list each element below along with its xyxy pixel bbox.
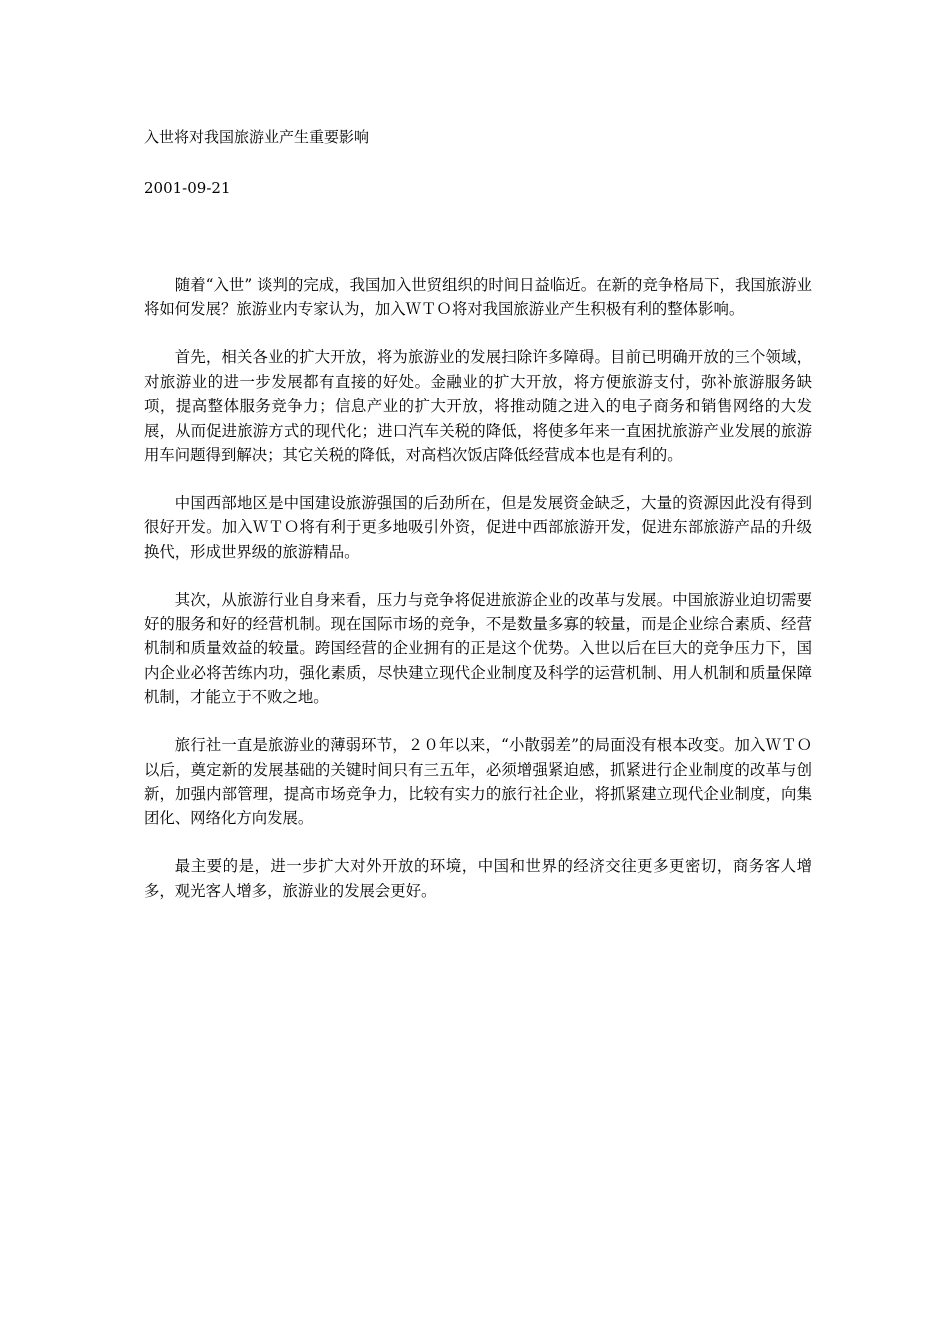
paragraph: 中国西部地区是中国建设旅游强国的后劲所在，但是发展资金缺乏，大量的资源因此没有得到很好开发。加入ＷＴＯ将有利于更多地吸引外资，促进中西部旅游开发，促进东部旅游产品的升级换代，形成世界级的旅游精品。: [144, 493, 812, 561]
paragraph: 随着“入世” 谈判的完成，我国加入世贸组织的时间日益临近。在新的竞争格局下，我国旅游业将如何发展？旅游业内专家认为，加入ＷＴＯ将对我国旅游业产生积极有利的整体影响。: [144, 276, 812, 319]
document-title: 入世将对我国旅游业产生重要影响: [144, 128, 370, 146]
document-body: [144, 273, 812, 927]
paragraph: 其次，从旅游行业自身来看，压力与竞争将促进旅游企业的改革与发展。中国旅游业迫切需要好的服务和好的经营机制。现在国际市场的竞争，不是数量多寡的较量，而是企业综合素质、经营机制和质量效益的较量。跨国经营的企业拥有的正是这个优势。入世以后在巨大的竞争压力下，国内企业必将苦练内功，强化素质，尽快建立现代企业制度及科学的运营机制、用人机制和质量保障机制，才能立于不败之地。: [144, 590, 812, 707]
document-date: 2001-09-21: [144, 179, 231, 197]
paragraph: 首先，相关各业的扩大开放，将为旅游业的发展扫除许多障碍。目前已明确开放的三个领域，对旅游业的进一步发展都有直接的好处。金融业的扩大开放，将方便旅游支付，弥补旅游服务缺项，提高整体服务竞争力；信息产业的扩大开放，将推动随之进入的电子商务和销售网络的大发展，从而促进旅游方式的现代化；进口汽车关税的降低，将使多年来一直困扰旅游产业发展的旅游用车问题得到解决；其它关税的降低，对高档次饭店降低经营成本也是有利的。: [144, 348, 812, 464]
paragraph: 最主要的是，进一步扩大对外开放的环境，中国和世界的经济交往更多更密切，商务客人增多，观光客人增多，旅游业的发展会更好。: [144, 857, 812, 900]
paragraph: 旅行社一直是旅游业的薄弱环节，２０年以来，“小散弱差”的局面没有根本改变。加入ＷＴＯ以后，奠定新的发展基础的关键时间只有三五年，必须增强紧迫感，抓紧进行企业制度的改革与创新，加强内部管理，提高市场竞争力，比较有实力的旅行社企业，将抓紧建立现代企业制度，向集团化、网络化方向发展。: [144, 736, 812, 828]
